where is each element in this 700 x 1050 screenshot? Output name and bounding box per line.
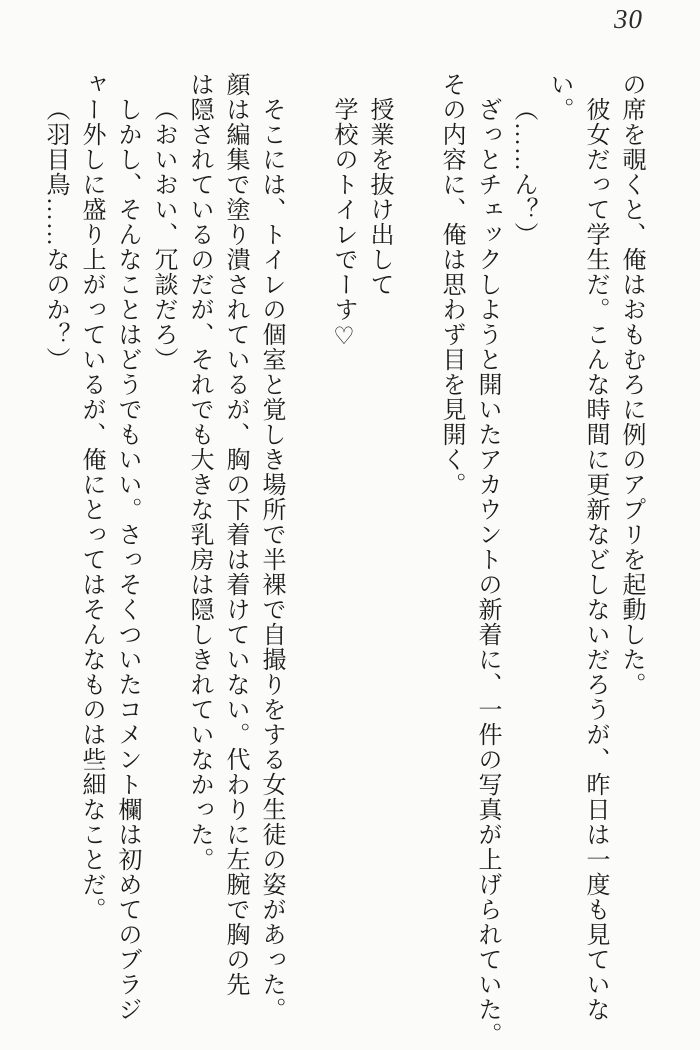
text-line: そこには、トイレの個室と覚しき場所で半裸で自撮りをする女生徒の姿があった。 [258,97,284,1022]
page-number: 30 [614,4,643,34]
caption-line: 学校のトイレでーす♡ [330,97,357,351]
text-line: ざっとチェックしようと開いたアカウントの新着に、一件の写真が上げられていた。 [474,97,500,1047]
text-line: ャー外しに盛り上がっているが、俺にとってはそんなものは些細なことだ。 [78,72,104,922]
text-line: 彼女だって学生だ。こんな時間に更新などしないだろうが、昨日は一度も見ていな [582,97,608,1022]
text-line: 顔は編集で塗り潰されているが、胸の下着は着けていない。代わりに左腕で胸の先 [222,72,248,997]
text-line: い。 [546,72,572,122]
blank-column [397,72,433,1050]
text-area [37,72,649,1050]
text-line: その内容に、俺は思わず目を見開く。 [438,72,464,497]
text-line: は隠されているのだが、それでも大きな乳房は隠しきれていなかった。 [186,72,212,872]
text-line: （羽目鳥……なのか？） [42,97,68,372]
caption-line: 授業を抜け出して [366,97,393,297]
text-line: しかし、そんなことはどうでもいい。さっそくついたコメント欄は初めてのブラジ [114,97,140,1022]
blank-column [289,72,325,1050]
text-line: （……ん？） [510,97,536,247]
text-line: （おいおい、冗談だろ） [150,97,176,372]
text-line: の席を覗くと、俺はおもむろに例のアプリを起動した。 [618,72,644,697]
